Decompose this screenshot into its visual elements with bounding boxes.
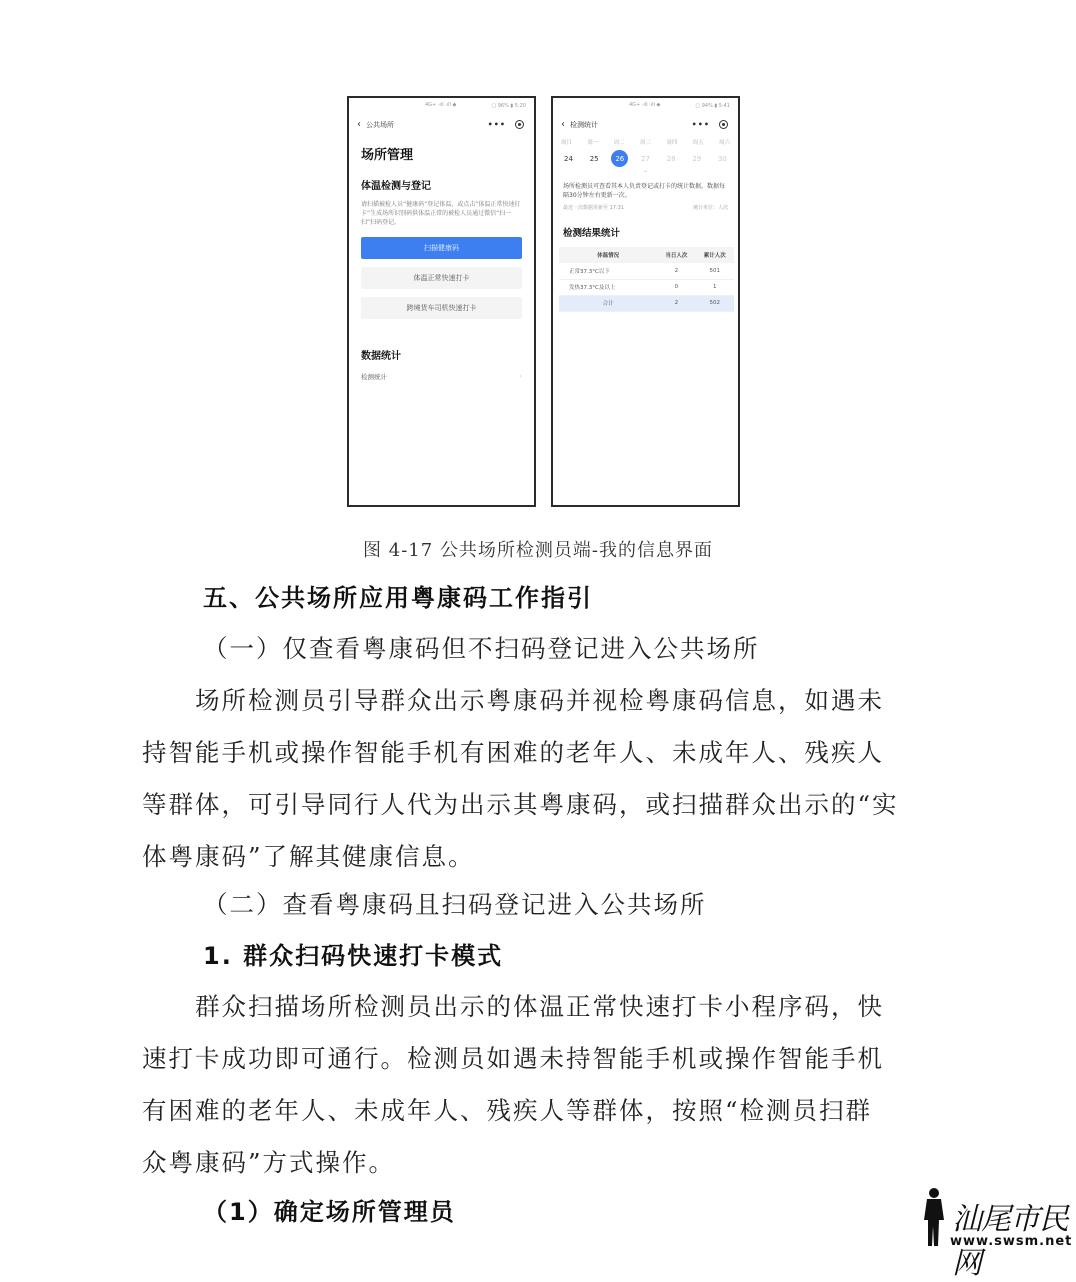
paragraph-line: 等群体，可引导同行人代为出示其粤康码，或扫描群众出示的“实 [142, 790, 899, 819]
date-cell: 27 [641, 154, 650, 163]
table-cell: 1 [696, 279, 734, 295]
table-cell: 发热37.3°C及以上 [559, 279, 657, 295]
list-item-detection-stats[interactable] [361, 372, 522, 381]
nav-title: 公共场所 [366, 121, 394, 129]
weekday-label: 周日 [561, 140, 573, 146]
watermark-figure-icon [917, 1186, 951, 1248]
table-cell: 2 [657, 263, 695, 279]
right-phone-screenshot [551, 96, 740, 507]
stats-unit: 统计单位：人次 [692, 205, 728, 211]
chevron-right-icon: › [519, 372, 522, 380]
paragraph-line: 众粤康码”方式操作。 [142, 1148, 396, 1177]
close-target-icon[interactable] [515, 120, 524, 129]
date-row [553, 150, 738, 167]
table-header-row [559, 247, 734, 263]
back-arrow-icon[interactable]: ‹ [357, 119, 361, 130]
column-header: 体温情况 [559, 247, 657, 263]
bold-heading-2: （1）确定场所管理员 [203, 1198, 456, 1226]
watermark-name: 汕尾市民网 [952, 1202, 1068, 1281]
weekday-label: 周二 [613, 140, 625, 146]
weekday-label: 周六 [718, 140, 730, 146]
table-cell: 2 [657, 295, 695, 311]
expand-chevron-icon[interactable]: ⌄ [642, 167, 649, 174]
truck-driver-checkin-button[interactable]: 跨境货车司机快速打卡 [361, 297, 522, 319]
results-section-title: 检测结果统计 [563, 228, 621, 239]
subheading-2: （二）查看粤康码且扫码登记进入公共场所 [203, 890, 707, 919]
paragraph-line: 速打卡成功即可通行。检测员如遇未持智能手机或操作智能手机 [142, 1044, 884, 1073]
paragraph-line: 有困难的老年人、未成年人、残疾人等群体，按照“检测员扫群 [142, 1096, 873, 1125]
last-update: 最近一次数据更新至 17:31 [563, 205, 624, 211]
section-title: 体温检测与登记 [361, 181, 431, 192]
status-bar [553, 98, 738, 114]
left-phone-screenshot [347, 96, 536, 507]
stats-section-title: 数据统计 [361, 351, 401, 362]
figure-caption: 图 4-17 公共场所检测员端-我的信息界面 [363, 540, 713, 561]
bold-heading-1: 1. 群众扫码快速打卡模式 [203, 942, 504, 970]
paragraph-line: 持智能手机或操作智能手机有困难的老年人、未成年人、残疾人 [142, 738, 884, 767]
table-row-total [559, 295, 734, 311]
weekday-label: 周四 [666, 140, 678, 146]
weekday-label: 周五 [692, 140, 704, 146]
table-row [559, 263, 734, 279]
more-dots-icon[interactable]: ••• [487, 120, 506, 129]
date-cell[interactable]: 24 [564, 154, 573, 163]
description: 请扫描被检人员“健康码”登记体温，或点击“体温正常快速打卡”生成场所识别码供体温正常的被检人员通过微信“扫一扫”扫码登记。 [361, 201, 521, 226]
date-cell: 29 [692, 154, 702, 163]
battery-time: ▢ 96% ▮ 5:20 [491, 103, 526, 109]
date-cell-selected[interactable]: 26 [611, 150, 628, 167]
date-cell[interactable]: 25 [589, 154, 599, 163]
paragraph-line: 场所检测员引导群众出示粤康码并视检粤康码信息，如遇未 [142, 686, 884, 715]
section-heading: 五、公共场所应用粤康码工作指引 [203, 584, 593, 612]
quick-checkin-button[interactable]: 体温正常快速打卡 [361, 267, 522, 289]
nav-bar [553, 114, 738, 136]
table-cell: 0 [657, 279, 695, 295]
results-table [559, 247, 734, 312]
update-meta [563, 204, 728, 211]
nav-bar [349, 114, 534, 136]
nav-title: 检测统计 [570, 121, 598, 129]
column-header: 当日人次 [657, 247, 695, 263]
close-target-icon[interactable] [719, 120, 728, 129]
status-bar [349, 98, 534, 114]
weekday-label: 周一 [587, 140, 599, 146]
weekday-row [553, 138, 738, 146]
more-dots-icon[interactable]: ••• [691, 120, 710, 129]
table-cell: 502 [696, 295, 734, 311]
table-cell: 正常37.3°C以下 [559, 263, 657, 279]
signal-icon: 4G+ ·ıll ·ıll ◆ [425, 102, 457, 108]
description: 场所检测员可查看其本人负责登记或打卡的统计数据，数据每隔30分钟左右更新一次。 [563, 183, 726, 199]
subheading-1: （一）仅查看粤康码但不扫码登记进入公共场所 [203, 634, 760, 663]
table-cell: 合计 [559, 295, 657, 311]
back-arrow-icon[interactable]: ‹ [561, 119, 565, 130]
page-title: 场所管理 [361, 148, 414, 163]
date-cell: 30 [717, 154, 727, 163]
scan-code-button[interactable]: 扫描健康码 [361, 237, 522, 259]
list-item-label: 检测统计 [361, 373, 387, 381]
paragraph-line: 体粤康码”了解其健康信息。 [142, 842, 475, 871]
battery-time: ▢ 94% ▮ 5:41 [695, 103, 730, 109]
date-cell: 28 [666, 154, 676, 163]
signal-icon: 4G+ ·ıll ·ıll ◆ [629, 102, 661, 108]
watermark-url: www.swsm.net [950, 1234, 1073, 1249]
weekday-label: 周三 [639, 140, 651, 146]
paragraph-line: 群众扫描场所检测员出示的体温正常快速打卡小程序码，快 [142, 992, 884, 1021]
column-header: 累计人次 [696, 247, 734, 263]
table-cell: 501 [696, 263, 734, 279]
table-row [559, 279, 734, 295]
